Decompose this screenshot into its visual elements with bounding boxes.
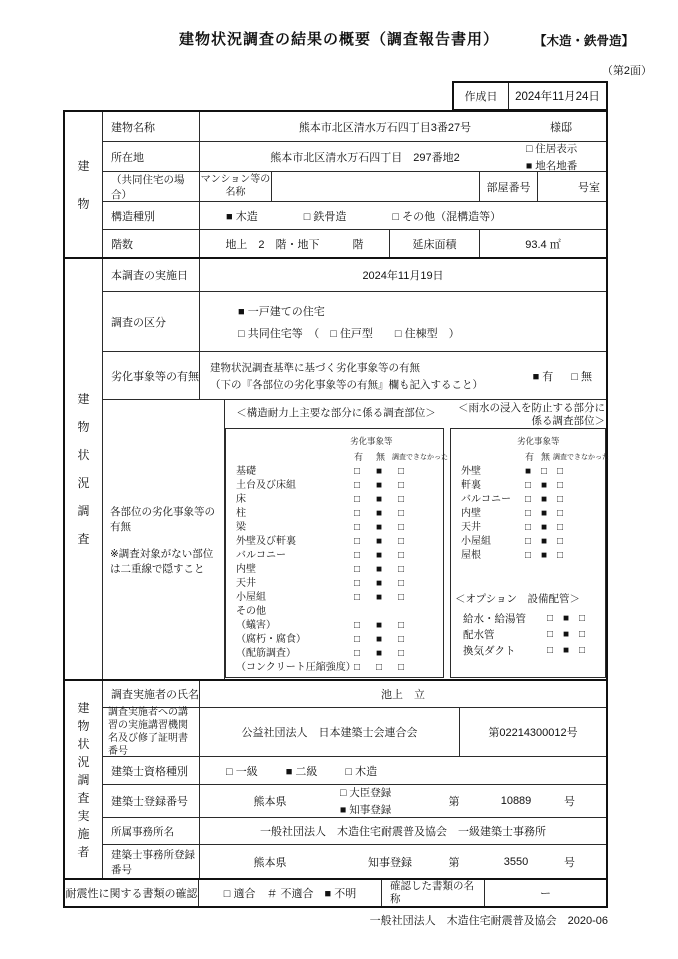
- col-sub-nashi: 無: [376, 452, 386, 462]
- created-date-box: [452, 81, 608, 111]
- survey-category-line1: ■ 一戸建ての住宅: [238, 305, 325, 318]
- structure-type-options: [200, 202, 606, 230]
- checkbox-option: □ 住居表示: [526, 142, 578, 155]
- room-number-suffix: 号室: [578, 181, 600, 194]
- checklist-row: [451, 479, 605, 493]
- col-sub-unable: 調査できなかった: [392, 454, 448, 461]
- checklist-item-label: 梁: [236, 522, 246, 533]
- checklist-item-label: 内壁: [236, 564, 256, 575]
- vertical-label-char: 査: [77, 790, 90, 805]
- parts-label-cell: [103, 400, 225, 680]
- deterioration-label: 劣化事象等の有無: [103, 352, 200, 400]
- checklist-item-label: 配水管: [463, 629, 495, 641]
- checkbox-icon: □: [541, 466, 548, 477]
- checkbox-icon: □: [398, 578, 405, 589]
- checkbox-icon: □: [525, 522, 532, 533]
- checkbox-icon: □: [354, 592, 361, 603]
- checklist-row: [226, 605, 443, 619]
- vertical-label-char: 調: [77, 503, 90, 518]
- vertical-label-char: 況: [77, 754, 90, 769]
- checklist-item-label: 屋根: [461, 550, 481, 561]
- checkbox-icon: □: [354, 466, 361, 477]
- seismic-label: 耐震性に関する書類の確認: [65, 880, 199, 906]
- checkbox-icon: □: [398, 522, 405, 533]
- license-no-suffix: 号: [564, 796, 575, 808]
- checkbox-icon: □: [525, 550, 532, 561]
- checkbox-option: □ 木造: [345, 765, 378, 778]
- checkbox-icon: □: [354, 620, 361, 631]
- checkbox-icon: □: [398, 536, 405, 547]
- checkbox-icon: ■: [563, 613, 570, 624]
- checkbox-icon: □: [579, 645, 586, 656]
- checkbox-icon: □: [398, 564, 405, 575]
- vertical-label-char: 物: [77, 196, 90, 211]
- vertical-label-char: 者: [77, 844, 90, 859]
- checkbox-icon: ■: [376, 508, 383, 519]
- checkbox-icon: ■: [541, 550, 548, 561]
- structural-parts-list: [226, 465, 443, 675]
- apartment-label: （共同住宅の場合）: [103, 172, 200, 202]
- checklist-item-label: 天井: [461, 522, 481, 533]
- checkbox-icon: ■: [376, 480, 383, 491]
- vertical-label-char: 建: [77, 391, 90, 406]
- seismic-doc-value: ー: [540, 888, 551, 900]
- floor-area-label: 延床面積: [390, 230, 480, 258]
- building-name-value: 熊本市北区清水万石四丁目3番27号: [298, 121, 472, 134]
- address-cell: [200, 142, 606, 172]
- checklist-item-label: 柱: [236, 508, 246, 519]
- room-number-label: 部屋番号: [480, 172, 538, 202]
- checkbox-icon: □: [547, 629, 554, 640]
- deterioration-cell: [200, 352, 606, 400]
- vertical-label-char: 建: [77, 158, 90, 173]
- checkbox-icon: ■: [541, 480, 548, 491]
- address-display-options: [526, 141, 602, 173]
- apartment-name-label: マンション等の名称: [200, 172, 272, 202]
- checkbox-icon: □: [354, 536, 361, 547]
- checklist-item-label: バルコニー: [236, 550, 286, 561]
- checkbox-icon: □: [354, 480, 361, 491]
- checklist-row: [226, 493, 443, 507]
- room-number-cell: [538, 172, 606, 202]
- section-label-building: [65, 112, 103, 258]
- checklist-row: [226, 535, 443, 549]
- checkbox-icon: ■: [563, 629, 570, 640]
- vertical-label-char: 調: [77, 772, 90, 787]
- checkbox-icon: ■: [525, 466, 532, 477]
- checkbox-icon: ■: [376, 564, 383, 575]
- checklist-item-label: 軒裏: [461, 480, 481, 491]
- license-no-number: 10889: [500, 795, 532, 807]
- license-type-label: 建築士資格種別: [103, 757, 200, 785]
- checkbox-option: □ 一級: [226, 765, 258, 778]
- section-divider: [65, 257, 606, 259]
- parts-label-line2: ※調査対象がない部位は二重線で隠すこと: [110, 547, 214, 575]
- checkbox-icon: □: [525, 536, 532, 547]
- footer-credit: 一般社団法人 木造住宅耐震普及協会 2020-06: [369, 915, 608, 927]
- section-label-survey: [65, 258, 103, 680]
- col-sub-ari-2: 有: [525, 452, 535, 462]
- checklist-row: [451, 643, 605, 659]
- parts-content: [225, 400, 609, 680]
- checklist-item-label: その他: [236, 606, 266, 617]
- floors-value: 地上 2 階・地下 階: [200, 230, 390, 258]
- vertical-label-char: 実: [77, 808, 90, 823]
- survey-category-line2: □ 共同住宅等 （ □ 住戸型 □ 住棟型 ）: [238, 327, 460, 340]
- checkbox-icon: □: [354, 662, 361, 673]
- checklist-row: [226, 563, 443, 577]
- vertical-label-char: 物: [77, 718, 90, 733]
- license-reg-options: [340, 785, 440, 817]
- checklist-row: [226, 633, 443, 647]
- main-table: [63, 110, 608, 908]
- building-name-cell: [200, 112, 606, 142]
- checkbox-icon: □: [398, 648, 405, 659]
- office-no-number: 3550: [503, 856, 529, 868]
- building-name-label: 建物名称: [103, 112, 200, 142]
- checkbox-icon: □: [398, 634, 405, 645]
- checkbox-icon: □: [354, 550, 361, 561]
- checkbox-icon: ■: [376, 620, 383, 631]
- office-no-prefix: 第: [448, 857, 460, 869]
- floor-area-value: 93.4 ㎡: [480, 230, 606, 258]
- checkbox-icon: □: [557, 480, 564, 491]
- checkbox-icon: ■: [376, 466, 383, 477]
- checkbox-icon: □: [557, 522, 564, 533]
- checkbox-option: □ 無: [571, 370, 592, 383]
- page-title: 建物状況調査の結果の概要（調査報告書用）: [178, 31, 499, 48]
- deterioration-col-header: 劣化事象等: [350, 436, 393, 446]
- office-no-cell: [200, 845, 606, 880]
- structural-parts-title: ＜構造耐力上主要な部分に係る調査部位＞: [236, 407, 436, 419]
- structural-parts-box: [225, 428, 448, 678]
- deterioration-text1: 建物状況調査基準に基づく劣化事象等の有無: [210, 361, 420, 374]
- vertical-label-char: 状: [77, 736, 90, 751]
- checklist-item-label: （コンクリート圧縮強度）: [236, 662, 356, 673]
- checklist-row: [451, 611, 605, 627]
- checkbox-icon: □: [525, 508, 532, 519]
- seismic-options: □ 適合 ＃ 不適合 ■ 不明: [199, 880, 382, 906]
- checklist-item-label: 外壁及び軒裏: [236, 536, 296, 547]
- surveyor-name-label: 調査実施者の氏名: [103, 680, 200, 708]
- checklist-item-label: 土台及び床組: [236, 480, 296, 491]
- checkbox-option: □ 大臣登録: [340, 787, 392, 799]
- checkbox-icon: □: [398, 592, 405, 603]
- checkbox-icon: ■: [376, 522, 383, 533]
- checklist-row: [226, 661, 443, 675]
- checkbox-icon: □: [354, 634, 361, 645]
- survey-date-value: 2024年11月19日: [200, 258, 606, 292]
- checklist-row: [451, 465, 605, 479]
- checklist-item-label: 内壁: [461, 508, 481, 519]
- training-cert-no: 第02214300012号: [460, 708, 606, 757]
- license-pref: 熊本県: [253, 796, 287, 808]
- checkbox-icon: ■: [541, 508, 548, 519]
- checklist-row: [226, 549, 443, 563]
- created-date-value: 2024年11月24日: [515, 91, 600, 103]
- checklist-row: [226, 507, 443, 521]
- address-value: 熊本市北区清水万石四丁目 297番地2: [270, 151, 460, 164]
- checkbox-icon: ■: [541, 536, 548, 547]
- surveyor-name-value: 池上 立: [200, 680, 606, 708]
- training-label: 調査実施者への講習の実施講習機関名及び修了証明書番号: [103, 708, 200, 757]
- checkbox-icon: □: [525, 480, 532, 491]
- checkbox-icon: ■: [376, 550, 383, 561]
- office-value: 一般社団法人 木造住宅耐震普及協会 一級建築士事務所: [200, 818, 606, 845]
- checklist-row: [226, 647, 443, 661]
- vertical-label-char: 建: [77, 700, 90, 715]
- license-no-label: 建築士登録番号: [103, 785, 200, 818]
- vertical-label-char: 状: [77, 447, 90, 462]
- office-label: 所属事務所名: [103, 818, 200, 845]
- option-piping-list: [451, 611, 605, 659]
- col-sub-nashi-2: 無: [541, 452, 551, 462]
- checklist-row: [226, 479, 443, 493]
- section-divider: [65, 679, 606, 681]
- checkbox-icon: □: [398, 494, 405, 505]
- checkbox-icon: □: [398, 620, 405, 631]
- deterioration-options: [533, 368, 592, 384]
- rainwater-parts-title: [453, 402, 605, 428]
- checklist-item-label: （蟻害）: [236, 620, 276, 631]
- checkbox-icon: □: [354, 508, 361, 519]
- checkbox-icon: □: [354, 578, 361, 589]
- checkbox-icon: ■: [541, 494, 548, 505]
- checkbox-icon: □: [354, 648, 361, 659]
- checklist-row: [451, 627, 605, 643]
- checkbox-icon: □: [579, 613, 586, 624]
- checklist-item-label: 小屋組: [461, 536, 491, 547]
- license-no-prefix: 第: [448, 796, 460, 808]
- survey-category-label: 調査の区分: [103, 292, 200, 352]
- apartment-name-value: [272, 172, 480, 202]
- checkbox-icon: □: [398, 550, 405, 561]
- vertical-label-char: 施: [77, 826, 90, 841]
- checklist-row: [451, 507, 605, 521]
- checkbox-icon: ■: [376, 634, 383, 645]
- checkbox-icon: □: [525, 494, 532, 505]
- survey-category-cell: [200, 292, 606, 352]
- checkbox-icon: ■: [376, 592, 383, 603]
- checklist-row: [451, 535, 605, 549]
- col-sub-ari: 有: [354, 452, 364, 462]
- checkbox-icon: □: [354, 494, 361, 505]
- checkbox-icon: □: [557, 494, 564, 505]
- checklist-item-label: （腐朽・腐食）: [236, 634, 306, 645]
- training-org: 公益社団法人 日本建築士会連合会: [200, 708, 460, 757]
- checklist-row: [226, 521, 443, 535]
- section-divider: [65, 878, 606, 880]
- checklist-row: [451, 521, 605, 535]
- checkbox-option: ■ 知事登録: [340, 804, 392, 816]
- checklist-row: [451, 493, 605, 507]
- checklist-row: [226, 619, 443, 633]
- office-no-suffix: 号: [564, 857, 575, 869]
- checkbox-icon: □: [398, 466, 405, 477]
- checkbox-icon: □: [354, 564, 361, 575]
- vertical-label-char: 査: [77, 531, 90, 546]
- checkbox-icon: ■: [541, 522, 548, 533]
- building-name-suffix: 様邸: [550, 121, 572, 134]
- deterioration-text2: （下の『各部位の劣化事象等の有無』欄も記入すること）: [210, 378, 483, 391]
- floors-label: 階数: [103, 230, 200, 258]
- rainwater-title-line1: ＜雨水の浸入を防止する部分に: [458, 402, 605, 414]
- checklist-item-label: 床: [236, 494, 246, 505]
- checkbox-icon: □: [398, 480, 405, 491]
- structure-type-note: 【木造・鉄骨造】: [533, 34, 634, 48]
- checkbox-icon: □: [376, 662, 383, 673]
- checklist-item-label: 小屋組: [236, 592, 266, 603]
- license-no-cell: [200, 785, 606, 818]
- structure-type-label: 構造種別: [103, 202, 200, 230]
- page-number-note: （第2面）: [601, 65, 652, 77]
- checkbox-icon: ■: [376, 494, 383, 505]
- checkbox-icon: □: [557, 536, 564, 547]
- address-label: 所在地: [103, 142, 200, 172]
- office-no-label: 建築士事務所登録番号: [103, 845, 200, 880]
- checkbox-option: ■ 有: [532, 370, 554, 383]
- checklist-row: [226, 591, 443, 605]
- checkbox-icon: □: [579, 629, 586, 640]
- checkbox-option: ■ 地名地番: [526, 159, 578, 172]
- vertical-label-char: 況: [77, 475, 90, 490]
- section-label-surveyor: [65, 680, 103, 880]
- checklist-item-label: 換気ダクト: [463, 645, 516, 657]
- office-pref: 熊本県: [253, 857, 287, 869]
- checkbox-option: □ その他（混構造等）: [392, 210, 502, 223]
- checklist-row: [451, 549, 605, 563]
- col-sub-unable-2: 調査できなかった: [553, 454, 609, 461]
- checkbox-icon: ■: [376, 578, 383, 589]
- checklist-item-label: 天井: [236, 578, 256, 589]
- checkbox-icon: □: [354, 522, 361, 533]
- checkbox-icon: □: [398, 508, 405, 519]
- checkbox-option: □ 鉄骨造: [303, 210, 347, 223]
- rainwater-title-line2: 係る調査部位＞: [531, 415, 605, 428]
- checkbox-icon: ■: [376, 536, 383, 547]
- checkbox-icon: □: [557, 550, 564, 561]
- checklist-item-label: 給水・給湯管: [463, 613, 526, 625]
- checkbox-icon: □: [557, 466, 564, 477]
- checklist-item-label: 外壁: [461, 466, 481, 477]
- checkbox-icon: ■: [376, 648, 383, 659]
- checklist-row: [226, 465, 443, 479]
- checkbox-icon: □: [557, 508, 564, 519]
- option-piping-title: ＜オプション 設備配管＞: [455, 593, 581, 605]
- checkbox-icon: ■: [563, 645, 570, 656]
- checklist-item-label: （配筋調査）: [236, 648, 296, 659]
- license-type-options: [200, 757, 606, 785]
- created-date-label: 作成日: [454, 83, 509, 109]
- office-reg-type: 知事登録: [368, 857, 412, 869]
- deterioration-col-header-2: 劣化事象等: [517, 436, 560, 446]
- checkbox-icon: □: [547, 613, 554, 624]
- seismic-doc-label: 確認した書類の名称: [382, 880, 485, 906]
- checklist-item-label: 基礎: [236, 466, 256, 477]
- rainwater-parts-box: [450, 428, 609, 678]
- checklist-item-label: バルコニー: [461, 494, 511, 505]
- rainwater-parts-list: [451, 465, 605, 563]
- vertical-label-char: 物: [77, 419, 90, 434]
- checklist-row: [226, 577, 443, 591]
- checkbox-icon: □: [398, 662, 405, 673]
- checkbox-option: ■ 二級: [285, 765, 318, 778]
- checkbox-icon: □: [547, 645, 554, 656]
- parts-label-line1: 各部位の劣化事象等の有無: [110, 505, 215, 533]
- checkbox-option: ■ 木造: [226, 210, 258, 223]
- survey-date-label: 本調査の実施日: [103, 258, 200, 292]
